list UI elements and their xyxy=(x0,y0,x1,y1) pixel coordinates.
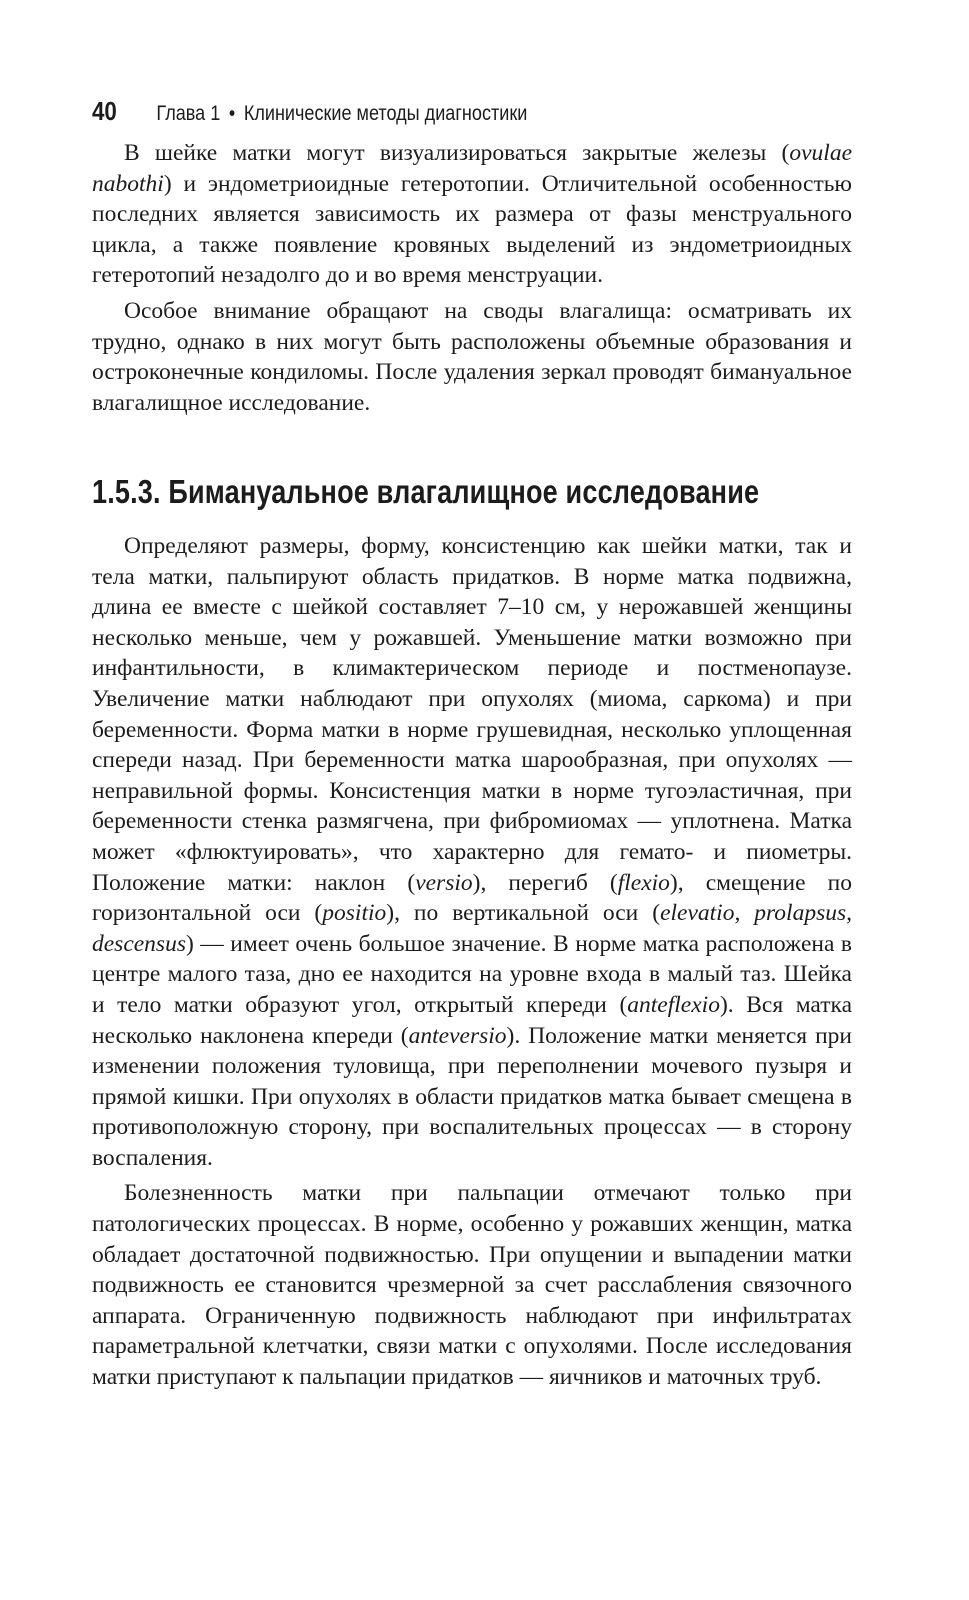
paragraph-3 xyxy=(92,531,852,1173)
latin-term: anteversio xyxy=(408,1022,507,1049)
paragraph-3-text: ), перегиб ( xyxy=(472,869,618,896)
paragraph-3-text: Определяют размеры, форму, консистенцию как шейки матки, так и тела матки, пальпируют область придатков. В норме матка подвижна, длина ее вместе с шейкой составляет 7–10 см, у нерожавшей женщины несколько меньше, чем у рожавшей. Уменьшение матки возможно при инфантильности, в климактерическом периоде и постменопаузе. Увеличение матки наблюдают при опухолях (миома, саркома) и при беременности. Форма матки в норме грушевидная, несколько уплощенная спереди назад. При беременности матка шарообразная, при опухолях — неправильной формы. Консистенция матки в норме тугоэластичная, при беременности стенка размягчена, при фибромиомах — уплотнена. Матка может «флюктуировать», что характерно для гемато- и пиометры. Положение матки: наклон ( xyxy=(92,533,852,896)
text-block-bottom xyxy=(92,531,852,1393)
bullet-separator: • xyxy=(228,102,236,125)
paragraph-1-text-cont: ) и эндометриоидные гетеротопии. Отличительной особенностью последних является зависимость их размера от фазы менструального цикла, а также появление кровяных выделений из эндометриоидных гетеротопий незадолго до и во время менструации. xyxy=(92,170,852,289)
text-block-top xyxy=(92,138,852,418)
paragraph-2 xyxy=(92,296,852,418)
chapter-title: Клинические методы диагностики xyxy=(243,102,528,125)
paragraph-4-text: Болезненность матки при пальпации отмечают только при патологических процессах. В норме, особенно у рожавших женщин, матка обладает достаточной подвижностью. При опущении и выпадении матки подвижность ее становится чрезмерной за счет расслабления связочного аппарата. Ограниченную подвижность наблюдают при инфильтратах параметральной клетчатки, связи матки с опухолями. После исследования матки приступают к пальпации придатков — яичников и маточных труб. xyxy=(92,1180,852,1391)
paragraph-1-text: В шейке матки могут визуализироваться закрытые железы ( xyxy=(124,140,790,166)
paragraph-2-text: Особое внимание обращают на своды влагалища: осматривать их трудно, однако в них могут быть расположены объемные образования и остроконечные кондиломы. После удаления зеркал проводят бимануальное влагалищное исследование. xyxy=(92,297,852,416)
latin-term: flexio xyxy=(617,869,670,896)
paragraph-1 xyxy=(92,138,852,291)
latin-term: positio xyxy=(322,900,387,927)
section-heading xyxy=(92,470,759,514)
paragraph-4 xyxy=(92,1178,852,1392)
latin-term: elevatio, prolapsus, descensus xyxy=(92,900,853,957)
paragraph-3-text: ) — имеет очень большое значение. В норме матка расположена в центре малого таза, дно ее находится на уровне входа в малый таз. Шейка и тело матки образуют угол, открытый кпереди ( xyxy=(92,930,852,1018)
paragraph-1-latin-term: ovulae nabothi xyxy=(92,140,852,197)
paragraph-3-text: ). Положение матки меняется при изменении положения туловища, при переполнении мочевого пузыря и прямой кишки. При опухолях в области придатков матка бывает смещена в противоположную сторону, при воспалительных процессах — в сторону воспаления. xyxy=(92,1022,852,1171)
paragraph-3-text: ), смещение по горизонтальной оси ( xyxy=(92,869,852,927)
paragraph-3-text: ). Вся матка несколько наклонена кпереди ( xyxy=(92,991,852,1049)
section-title: Бимануальное влагалищное исследование xyxy=(168,473,760,510)
latin-term: anteflexio xyxy=(627,991,720,1018)
running-head xyxy=(92,96,527,129)
latin-term: versio xyxy=(415,869,473,896)
page-number: 40 xyxy=(92,96,117,126)
paragraph-3-text: ), по вертикальной оси ( xyxy=(386,900,661,927)
section-number: 1.5.3. xyxy=(92,473,161,510)
chapter-label: Глава 1 xyxy=(156,102,221,125)
